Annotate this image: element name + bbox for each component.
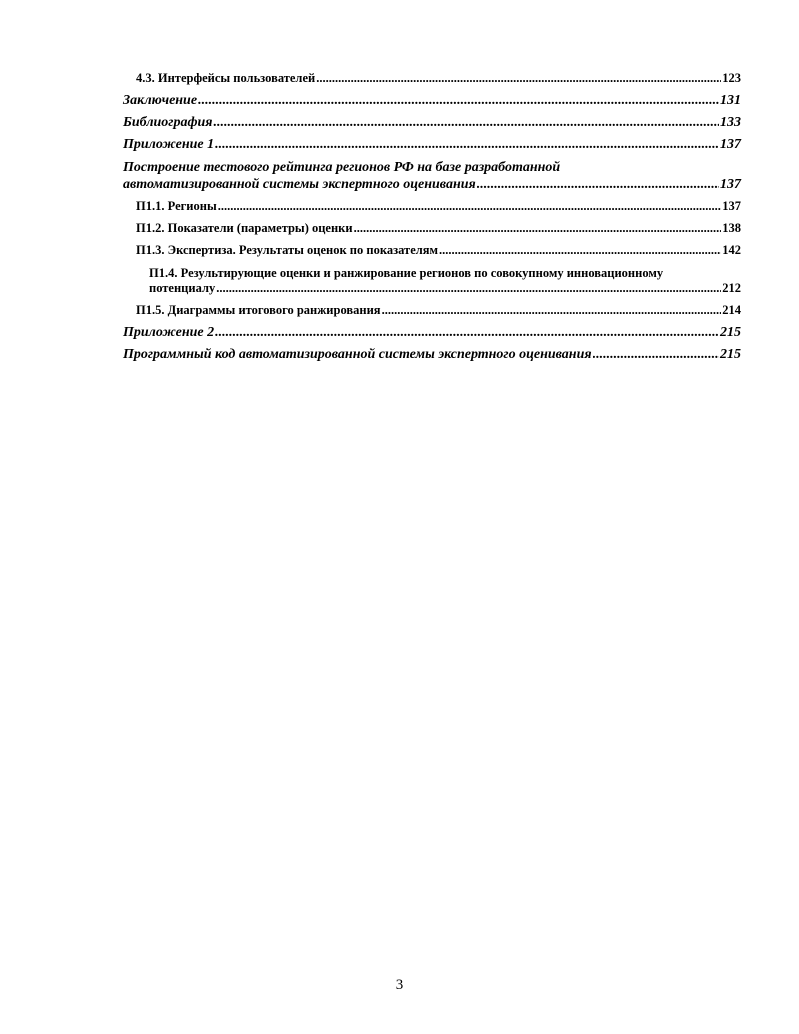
toc-entry-title-line2: потенциалу — [149, 281, 216, 295]
toc-entry-page: 137 — [722, 199, 741, 213]
toc-entry-page: 214 — [722, 303, 741, 317]
toc-entry-appendix-2 — [123, 325, 741, 341]
toc-entry-page: 138 — [722, 221, 741, 235]
toc-entry-title: Заключение — [123, 93, 198, 108]
toc-entry-title: Приложение 1 — [123, 137, 215, 152]
toc-entry-rating-construction — [123, 159, 741, 193]
page-number: 3 — [395, 977, 404, 993]
toc-entry-p1-1 — [123, 199, 741, 214]
toc-entry-title: П1.1. Регионы — [136, 199, 217, 213]
toc-entry-title: 4.3. Интерфейсы пользователей — [136, 71, 316, 85]
toc-entry-appendix-1 — [123, 137, 741, 153]
toc-entry-title: П1.5. Диаграммы итогового ранжирования — [136, 303, 381, 317]
toc-entry-title: Программный код автоматизированной системы экспертного оценивания — [123, 347, 592, 362]
toc-entry-title-line1: П1.4. Результирующие оценки и ранжирование регионов по совокупному инновационному — [149, 266, 664, 280]
toc-entry-page: 131 — [720, 93, 741, 108]
toc-entry-page: 137 — [720, 137, 741, 152]
toc-entry-conclusion — [123, 93, 741, 109]
toc-entry-title: П1.2. Показатели (параметры) оценки — [136, 221, 353, 235]
toc-entry-4-3 — [123, 71, 741, 86]
toc-entry-title: Библиография — [123, 115, 213, 130]
toc-leader — [215, 137, 719, 153]
toc-entry-page: 123 — [722, 71, 741, 85]
toc-entry-program-code — [123, 347, 741, 363]
toc-leader — [213, 115, 719, 131]
toc-leader — [316, 71, 721, 86]
toc-entry-title: П1.3. Экспертиза. Результаты оценок по показателям — [136, 243, 439, 257]
toc-leader — [439, 243, 721, 258]
toc-entry-page: 215 — [720, 347, 741, 362]
toc-entry-p1-3 — [123, 243, 741, 258]
toc-entry-title: Приложение 2 — [123, 325, 215, 340]
toc-leader — [477, 177, 719, 193]
toc-entry-page: 133 — [720, 115, 741, 130]
toc-entry-p1-4 — [123, 265, 741, 296]
toc-leader — [215, 325, 719, 341]
toc-leader — [593, 347, 719, 363]
toc-entry-p1-2 — [123, 221, 741, 236]
toc-entry-bibliography — [123, 115, 741, 131]
toc-entry-page: 212 — [722, 281, 741, 295]
table-of-contents — [123, 71, 741, 369]
toc-entry-page: 215 — [720, 325, 741, 340]
toc-entry-page: 142 — [722, 243, 741, 257]
toc-entry-page: 137 — [720, 177, 741, 192]
toc-entry-title-line1: Построение тестового рейтинга регионов РФ на базе разработанной — [123, 160, 561, 175]
toc-entry-p1-5 — [123, 303, 741, 318]
toc-leader — [382, 303, 722, 318]
toc-entry-title-line2: автоматизированной системы экспертного оценивания — [123, 177, 476, 192]
toc-leader — [198, 93, 719, 109]
toc-leader — [218, 199, 722, 214]
toc-leader — [216, 281, 721, 296]
toc-leader — [354, 221, 722, 236]
